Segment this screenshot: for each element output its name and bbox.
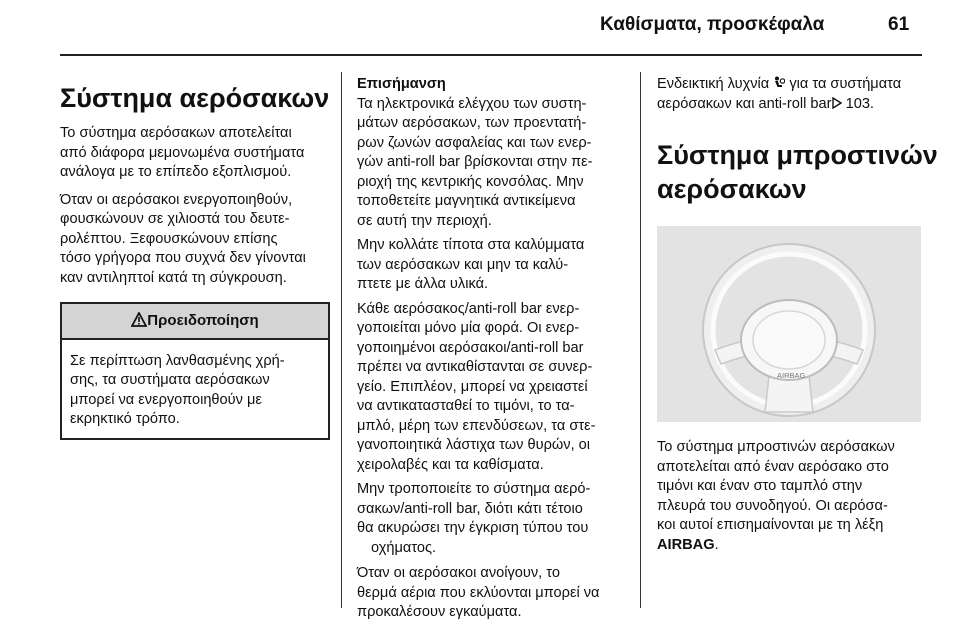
warning-box <box>60 302 330 440</box>
note-paragraph: Κάθε αερόσακος/anti-roll bar ενερ- γοποιείται μόνο μία φορά. Οι ενερ- γοποιημένοι αερόσακοι/anti-roll bar πρέπει να αντικαθίστανται σε συνερ- γείο. Επιπλέον, μπορεί να χρειαστεί να αντικατασταθεί το τιμόνι, το τα- μπλό, μέρη των επενδύσεων, τα στε- γανοποιητικά λάστιχα των θυρών, οι χειρολαβές και τα καθίσματα. <box>357 300 596 473</box>
header-title: Καθίσματα, προσκέφαλα <box>600 14 825 35</box>
page-number: 61 <box>888 14 910 35</box>
warning-header <box>62 304 328 340</box>
steering-wheel-image <box>657 226 921 422</box>
note-label: Επισήμανση <box>357 76 446 92</box>
airbag-word: AIRBAG <box>657 536 715 553</box>
note-paragraph: Μην κολλάτε τίποτα στα καλύμματα των αερόσακων και μην τα καλύ- πτετε με άλλα υλικά. <box>357 237 585 292</box>
paragraph: Το σύστημα αερόσακων αποτελείται από διάφορα μεμονωμένα συστήματα ανάλογα με το επίπεδο εξοπλισμού. <box>60 125 305 180</box>
left-column <box>60 82 330 440</box>
section-heading: Σύστημα μπροστινών αερόσακων <box>657 140 938 204</box>
right-column <box>657 75 949 555</box>
middle-column <box>357 75 635 623</box>
column-divider-2 <box>640 72 641 608</box>
warning-title: Προειδοποίηση <box>147 312 259 329</box>
airbag-indicator-icon <box>773 76 785 90</box>
steering-wheel-illustration <box>657 226 921 422</box>
page-reference-arrow-icon <box>832 97 842 109</box>
section-heading: Σύστημα αερόσακων <box>60 83 330 113</box>
warning-text: Σε περίπτωση λανθασμένης χρή- σης, τα συστήματα αερόσακων μπορεί να ενεργοποιηθούν με εκρηκτικό τρόπο. <box>70 352 285 427</box>
page-reference[interactable]: 103. <box>841 95 874 112</box>
airbag-label: AIRBAG <box>777 371 806 380</box>
paragraph: Όταν οι αερόσακοι ανοίγουν, το θερμά αέρια που εκλύονται μπορεί να προκαλέσουν εγκαύματα. <box>357 565 600 620</box>
header-rule <box>60 54 922 56</box>
warning-triangle-icon <box>131 312 147 327</box>
indicator-reference: Ενδεικτική λυχνία για τα συστήματα αερόσακων και anti-roll bar 103. <box>657 76 902 112</box>
paragraph: Όταν οι αερόσακοι ενεργοποιηθούν, φουσκώνουν σε χιλιοστά του δευτε- ρολέπτου. Ξεφουσκώνουν επίσης τόσο γρήγορα που συχνά δεν γίνονται καν αντιληπτοί κατά τη σύγκρουση. <box>60 191 306 286</box>
note-paragraph: Μην τροποποιείτε το σύστημα αερό- σακων/anti-roll bar, διότι κάτι τέτοιο θα ακυρώσει την έγκριση τύπου του οχήματος. <box>357 481 591 556</box>
note-paragraph: Τα ηλεκτρονικά ελέγχου των συστη- μάτων αερόσακων, των προεντατή- ρων ζωνών ασφαλείας και των ενερ- γών anti-roll bar βρίσκονται στην πε- ριοχή της κεντρικής κονσόλας. Μην τοποθετείτε μαγνητικά αντικείμενα σε αυτή την περιοχή. <box>357 95 593 229</box>
column-divider-1 <box>341 72 342 608</box>
paragraph: Το σύστημα μπροστινών αερόσακων αποτελείται από έναν αερόσακο στο τιμόνι και έναν στο ταμπλό στην πλευρά του συνοδηγού. Οι αερόσα- κοι αυτοί επισημαίνονται με τη λέξη AIRBAG. <box>657 439 895 553</box>
